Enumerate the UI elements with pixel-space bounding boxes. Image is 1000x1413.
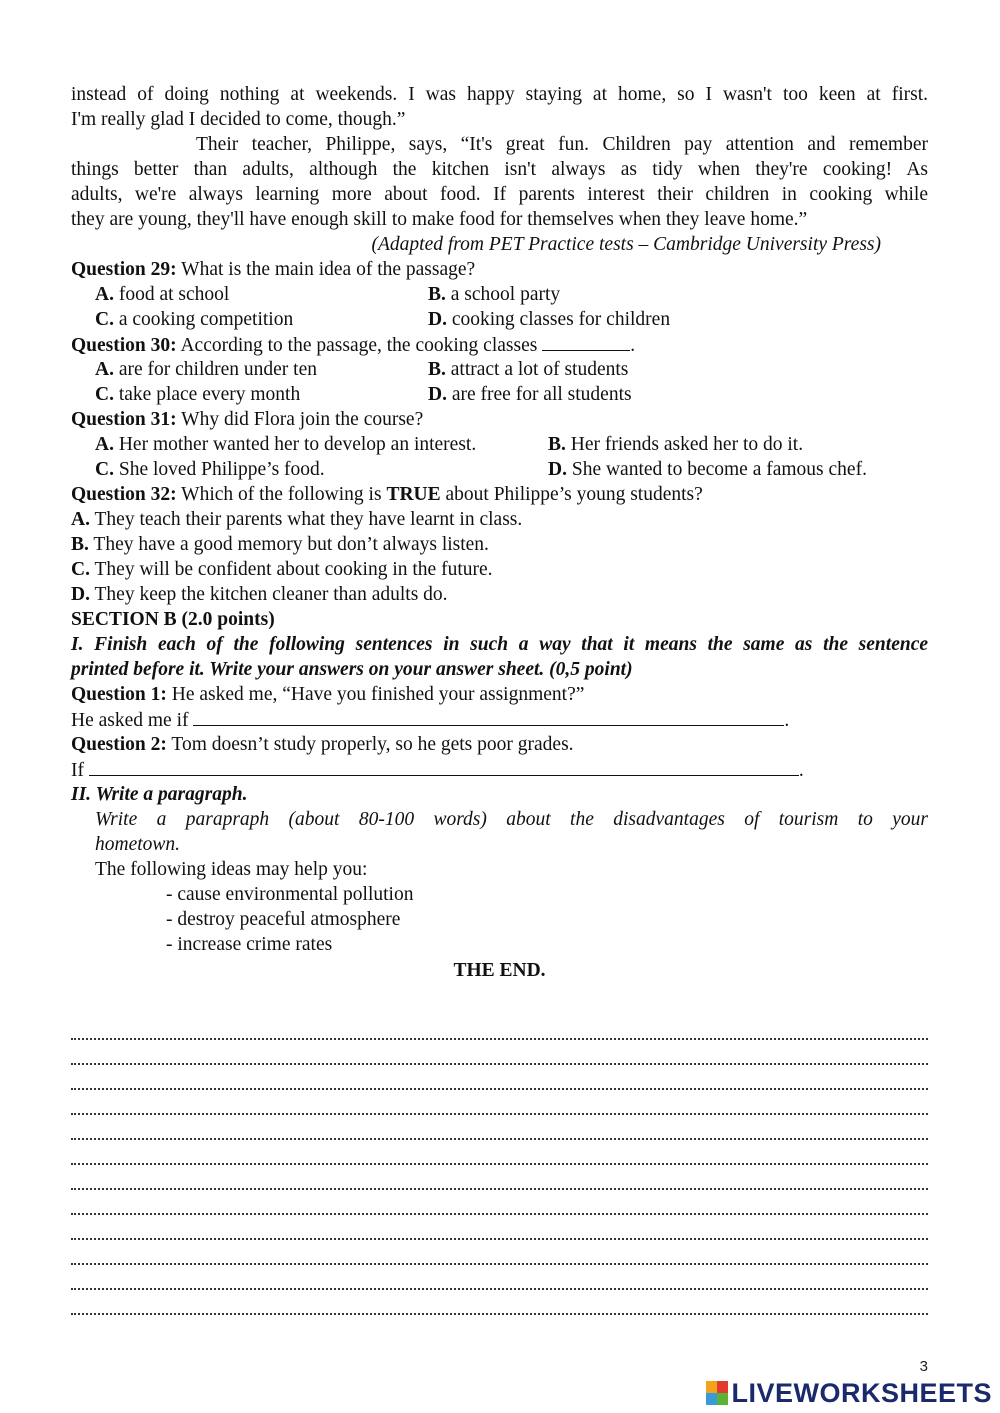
- option-a[interactable]: A. They teach their parents what they have learnt in class.: [71, 509, 523, 530]
- question-text: What is the main idea of the passage?: [181, 259, 476, 280]
- option-d[interactable]: D. She wanted to become a famous chef.: [548, 459, 867, 480]
- writing-line[interactable]: [71, 1140, 928, 1165]
- rewrite-answer-2: If .: [71, 757, 928, 782]
- answer-blank[interactable]: [542, 332, 630, 351]
- answer-blank[interactable]: [89, 757, 799, 776]
- question-label: Question 29:: [71, 259, 177, 280]
- options-row: [71, 282, 928, 307]
- options-row: [71, 357, 928, 382]
- question-label: Question 32:: [71, 484, 177, 505]
- question-31: [71, 407, 928, 432]
- part2-title: II. Write a paragraph.: [71, 784, 248, 805]
- question-29: [71, 257, 928, 282]
- writing-line[interactable]: [71, 1040, 928, 1065]
- idea-item: - increase crime rates: [166, 934, 333, 955]
- part2-instruction: Write a parapraph (about 80-100 words) about the disadvantages of tourism to your: [95, 809, 928, 830]
- passage-source: (Adapted from PET Practice tests – Cambridge University Press): [371, 234, 881, 255]
- brand-name: LIVEWORKSHEETS: [731, 1377, 992, 1408]
- writing-line[interactable]: [71, 1215, 928, 1240]
- options-row: [71, 382, 928, 407]
- idea-item: - cause environmental pollution: [166, 884, 414, 905]
- option-d[interactable]: D. are free for all students: [428, 384, 632, 405]
- rewrite-question-1: Question 1: He asked me, “Have you finished your assignment?”: [71, 684, 585, 705]
- part2-instruction: hometown.: [95, 834, 181, 855]
- writing-line[interactable]: [71, 1090, 928, 1115]
- option-d[interactable]: D. They keep the kitchen cleaner than adults do.: [71, 584, 448, 605]
- option-b[interactable]: B. They have a good memory but don’t always listen.: [71, 534, 489, 555]
- passage-line: things better than adults, although the kitchen isn't always as tidy when they're cooking! As: [71, 159, 928, 180]
- writing-area[interactable]: [71, 1015, 928, 1315]
- answer-blank[interactable]: [193, 707, 784, 726]
- question-text: Why did Flora join the course?: [181, 409, 424, 430]
- option-c[interactable]: C. She loved Philippe’s food.: [95, 459, 325, 480]
- option-c[interactable]: C. a cooking competition: [95, 309, 294, 330]
- writing-line[interactable]: [71, 1265, 928, 1290]
- rewrite-answer-1: He asked me if .: [71, 707, 928, 732]
- option-a[interactable]: A. are for children under ten: [95, 359, 317, 380]
- option-c[interactable]: C. take place every month: [95, 384, 301, 405]
- option-b[interactable]: B. attract a lot of students: [428, 359, 629, 380]
- options-row: [71, 457, 928, 482]
- option-b[interactable]: B. Her friends asked her to do it.: [548, 434, 804, 455]
- liveworksheets-brand[interactable]: [706, 1378, 992, 1408]
- worksheet-page: [71, 82, 928, 983]
- option-a[interactable]: A. food at school: [95, 284, 230, 305]
- option-a[interactable]: A. Her mother wanted her to develop an interest.: [95, 434, 477, 455]
- writing-line[interactable]: [71, 1165, 928, 1190]
- writing-line[interactable]: [71, 1240, 928, 1265]
- writing-line[interactable]: [71, 1015, 928, 1040]
- rewrite-question-2: Question 2: Tom doesn’t study properly, so he gets poor grades.: [71, 734, 574, 755]
- passage-line: I'm really glad I decided to come, though.”: [71, 109, 406, 130]
- section-b-title: SECTION B (2.0 points): [71, 609, 275, 630]
- writing-line[interactable]: [71, 1115, 928, 1140]
- part1-instruction: I. Finish each of the following sentences in such a way that it means the same as the sentence: [71, 634, 928, 655]
- question-32: Question 32: Which of the following is TRUE about Philippe’s young students?: [71, 484, 703, 505]
- question-label: Question 30:: [71, 335, 177, 356]
- passage-line: they are young, they'll have enough skill to make food for themselves when they leave home.”: [71, 209, 808, 230]
- option-b[interactable]: B. a school party: [428, 284, 561, 305]
- part1-instruction: printed before it. Write your answers on your answer sheet. (0,5 point): [71, 659, 633, 680]
- the-end: THE END.: [453, 960, 546, 981]
- option-c[interactable]: C. They will be confident about cooking in the future.: [71, 559, 493, 580]
- ideas-intro: The following ideas may help you:: [95, 859, 368, 880]
- question-30: Question 30: According to the passage, the cooking classes .: [71, 332, 928, 357]
- question-text: According to the passage, the cooking classes: [180, 335, 538, 356]
- idea-item: - destroy peaceful atmosphere: [166, 909, 401, 930]
- liveworksheets-logo-icon: [706, 1381, 728, 1405]
- passage-line: adults, we're always learning more about food. If parents interest their children in cooking while: [71, 184, 928, 205]
- page-number: 3: [919, 1358, 928, 1375]
- writing-line[interactable]: [71, 1290, 928, 1315]
- passage-line: Their teacher, Philippe, says, “It's great fun. Children pay attention and remember: [196, 134, 928, 155]
- question-label: Question 31:: [71, 409, 177, 430]
- writing-line[interactable]: [71, 1190, 928, 1215]
- option-d[interactable]: D. cooking classes for children: [428, 309, 671, 330]
- options-row: [71, 432, 928, 457]
- passage-line: instead of doing nothing at weekends. I was happy staying at home, so I wasn't too keen at first.: [71, 84, 928, 105]
- options-row: [71, 307, 928, 332]
- writing-line[interactable]: [71, 1065, 928, 1090]
